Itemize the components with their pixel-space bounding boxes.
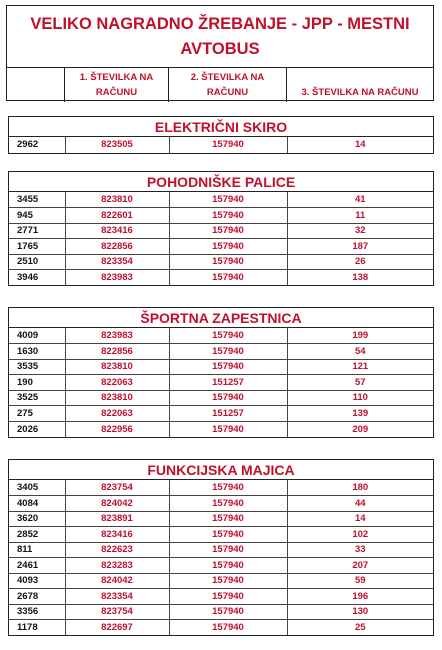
- cell-receipt-1: 822623: [65, 542, 169, 558]
- cell-receipt-2: 157940: [169, 239, 287, 255]
- cell-id: 1765: [9, 239, 65, 255]
- cell-receipt-3: 199: [287, 328, 433, 344]
- cell-receipt-2: 157940: [169, 270, 287, 286]
- cell-receipt-2: 157940: [169, 328, 287, 344]
- cell-receipt-2: 157940: [169, 511, 287, 527]
- cell-receipt-3: 54: [287, 344, 433, 360]
- cell-receipt-2: 157940: [169, 192, 287, 208]
- cell-id: 3946: [9, 270, 65, 286]
- cell-receipt-1: 822601: [65, 208, 169, 224]
- column-header-id: [7, 68, 65, 102]
- section-prize: [8, 459, 434, 636]
- cell-receipt-1: 823810: [65, 390, 169, 406]
- header-box: [6, 5, 434, 101]
- table-row: [9, 137, 433, 153]
- cell-receipt-2: 157940: [169, 620, 287, 636]
- cell-receipt-3: 209: [287, 421, 433, 437]
- cell-receipt-1: 823416: [65, 527, 169, 543]
- cell-receipt-2: 157940: [169, 496, 287, 512]
- cell-receipt-3: 26: [287, 254, 433, 270]
- table-row: [9, 328, 433, 344]
- winners-table: [9, 192, 433, 285]
- cell-receipt-1: 823354: [65, 254, 169, 270]
- cell-receipt-2: 157940: [169, 344, 287, 360]
- cell-receipt-2: 157940: [169, 223, 287, 239]
- cell-receipt-2: 157940: [169, 390, 287, 406]
- cell-receipt-1: 823416: [65, 223, 169, 239]
- table-row: [9, 604, 433, 620]
- cell-id: 3525: [9, 390, 65, 406]
- cell-receipt-1: 823983: [65, 328, 169, 344]
- cell-receipt-3: 187: [287, 239, 433, 255]
- cell-receipt-1: 822856: [65, 344, 169, 360]
- table-row: [9, 254, 433, 270]
- cell-receipt-2: 157940: [169, 359, 287, 375]
- cell-id: 811: [9, 542, 65, 558]
- cell-id: 945: [9, 208, 65, 224]
- cell-id: 3455: [9, 192, 65, 208]
- cell-receipt-1: 822856: [65, 239, 169, 255]
- cell-id: 4093: [9, 573, 65, 589]
- cell-id: 3405: [9, 480, 65, 496]
- table-row: [9, 421, 433, 437]
- cell-receipt-3: 44: [287, 496, 433, 512]
- cell-receipt-2: 151257: [169, 375, 287, 391]
- cell-receipt-3: 14: [287, 137, 433, 153]
- cell-receipt-2: 157940: [169, 421, 287, 437]
- table-row: [9, 511, 433, 527]
- cell-id: 2510: [9, 254, 65, 270]
- table-row: [9, 589, 433, 605]
- cell-receipt-2: 157940: [169, 254, 287, 270]
- cell-receipt-3: 196: [287, 589, 433, 605]
- column-headers: [7, 68, 433, 102]
- cell-receipt-3: 139: [287, 406, 433, 422]
- cell-id: 3535: [9, 359, 65, 375]
- cell-receipt-3: 180: [287, 480, 433, 496]
- cell-receipt-2: 157940: [169, 589, 287, 605]
- cell-receipt-1: 823754: [65, 604, 169, 620]
- table-row: [9, 558, 433, 574]
- page-title: VELIKO NAGRADNO ŽREBANJE - JPP - MESTNI AVTOBUS: [7, 6, 433, 68]
- table-row: [9, 270, 433, 286]
- cell-receipt-3: 130: [287, 604, 433, 620]
- cell-receipt-3: 11: [287, 208, 433, 224]
- cell-id: 190: [9, 375, 65, 391]
- table-row: [9, 480, 433, 496]
- cell-receipt-1: 823354: [65, 589, 169, 605]
- cell-receipt-3: 121: [287, 359, 433, 375]
- cell-receipt-1: 822063: [65, 406, 169, 422]
- winners-table: [9, 328, 433, 437]
- table-row: [9, 527, 433, 543]
- cell-receipt-2: 151257: [169, 406, 287, 422]
- table-row: [9, 223, 433, 239]
- winners-table: [9, 137, 433, 153]
- cell-id: 3356: [9, 604, 65, 620]
- cell-receipt-3: 207: [287, 558, 433, 574]
- cell-id: 3620: [9, 511, 65, 527]
- cell-id: 1178: [9, 620, 65, 636]
- cell-receipt-3: 102: [287, 527, 433, 543]
- table-row: [9, 239, 433, 255]
- cell-receipt-2: 157940: [169, 137, 287, 153]
- cell-receipt-1: 823810: [65, 359, 169, 375]
- cell-id: 2461: [9, 558, 65, 574]
- cell-receipt-1: 823810: [65, 192, 169, 208]
- table-row: [9, 344, 433, 360]
- cell-id: 2678: [9, 589, 65, 605]
- cell-id: 2852: [9, 527, 65, 543]
- section-title: POHODNIŠKE PALICE: [9, 172, 433, 192]
- table-row: [9, 542, 433, 558]
- column-header-receipt-1: 1. ŠTEVILKA NA RAČUNU: [65, 68, 169, 102]
- cell-receipt-3: 33: [287, 542, 433, 558]
- cell-receipt-1: 822063: [65, 375, 169, 391]
- cell-receipt-3: 57: [287, 375, 433, 391]
- cell-receipt-3: 138: [287, 270, 433, 286]
- section-prize: [8, 307, 434, 438]
- cell-id: 275: [9, 406, 65, 422]
- table-row: [9, 359, 433, 375]
- cell-id: 4084: [9, 496, 65, 512]
- cell-id: 2771: [9, 223, 65, 239]
- cell-receipt-2: 157940: [169, 208, 287, 224]
- cell-receipt-3: 14: [287, 511, 433, 527]
- section-title: ELEKTRIČNI SKIRO: [9, 117, 433, 137]
- table-row: [9, 375, 433, 391]
- table-row: [9, 620, 433, 636]
- section-prize: [8, 171, 434, 286]
- table-row: [9, 192, 433, 208]
- cell-receipt-1: 823283: [65, 558, 169, 574]
- cell-receipt-1: 823983: [65, 270, 169, 286]
- cell-id: 1630: [9, 344, 65, 360]
- cell-receipt-2: 157940: [169, 480, 287, 496]
- cell-receipt-1: 823505: [65, 137, 169, 153]
- cell-id: 2962: [9, 137, 65, 153]
- cell-receipt-2: 157940: [169, 573, 287, 589]
- column-header-receipt-2: 2. ŠTEVILKA NA RAČUNU: [169, 68, 287, 102]
- winners-table: [9, 480, 433, 635]
- cell-receipt-3: 25: [287, 620, 433, 636]
- cell-receipt-1: 824042: [65, 573, 169, 589]
- cell-receipt-2: 157940: [169, 558, 287, 574]
- cell-receipt-2: 157940: [169, 542, 287, 558]
- section-title: ŠPORTNA ZAPESTNICA: [9, 308, 433, 328]
- cell-id: 4009: [9, 328, 65, 344]
- cell-receipt-2: 157940: [169, 527, 287, 543]
- cell-receipt-3: 41: [287, 192, 433, 208]
- table-row: [9, 390, 433, 406]
- column-header-receipt-3: 3. ŠTEVILKA NA RAČUNU: [301, 87, 419, 98]
- section-title: FUNKCIJSKA MAJICA: [9, 460, 433, 480]
- table-row: [9, 496, 433, 512]
- table-row: [9, 208, 433, 224]
- cell-receipt-1: 823754: [65, 480, 169, 496]
- table-row: [9, 406, 433, 422]
- cell-receipt-3: 110: [287, 390, 433, 406]
- cell-receipt-1: 823891: [65, 511, 169, 527]
- cell-receipt-3: 59: [287, 573, 433, 589]
- cell-receipt-2: 157940: [169, 604, 287, 620]
- cell-id: 2026: [9, 421, 65, 437]
- section-prize: [8, 116, 434, 154]
- table-row: [9, 573, 433, 589]
- cell-receipt-1: 824042: [65, 496, 169, 512]
- cell-receipt-3: 32: [287, 223, 433, 239]
- cell-receipt-1: 822697: [65, 620, 169, 636]
- cell-receipt-1: 822956: [65, 421, 169, 437]
